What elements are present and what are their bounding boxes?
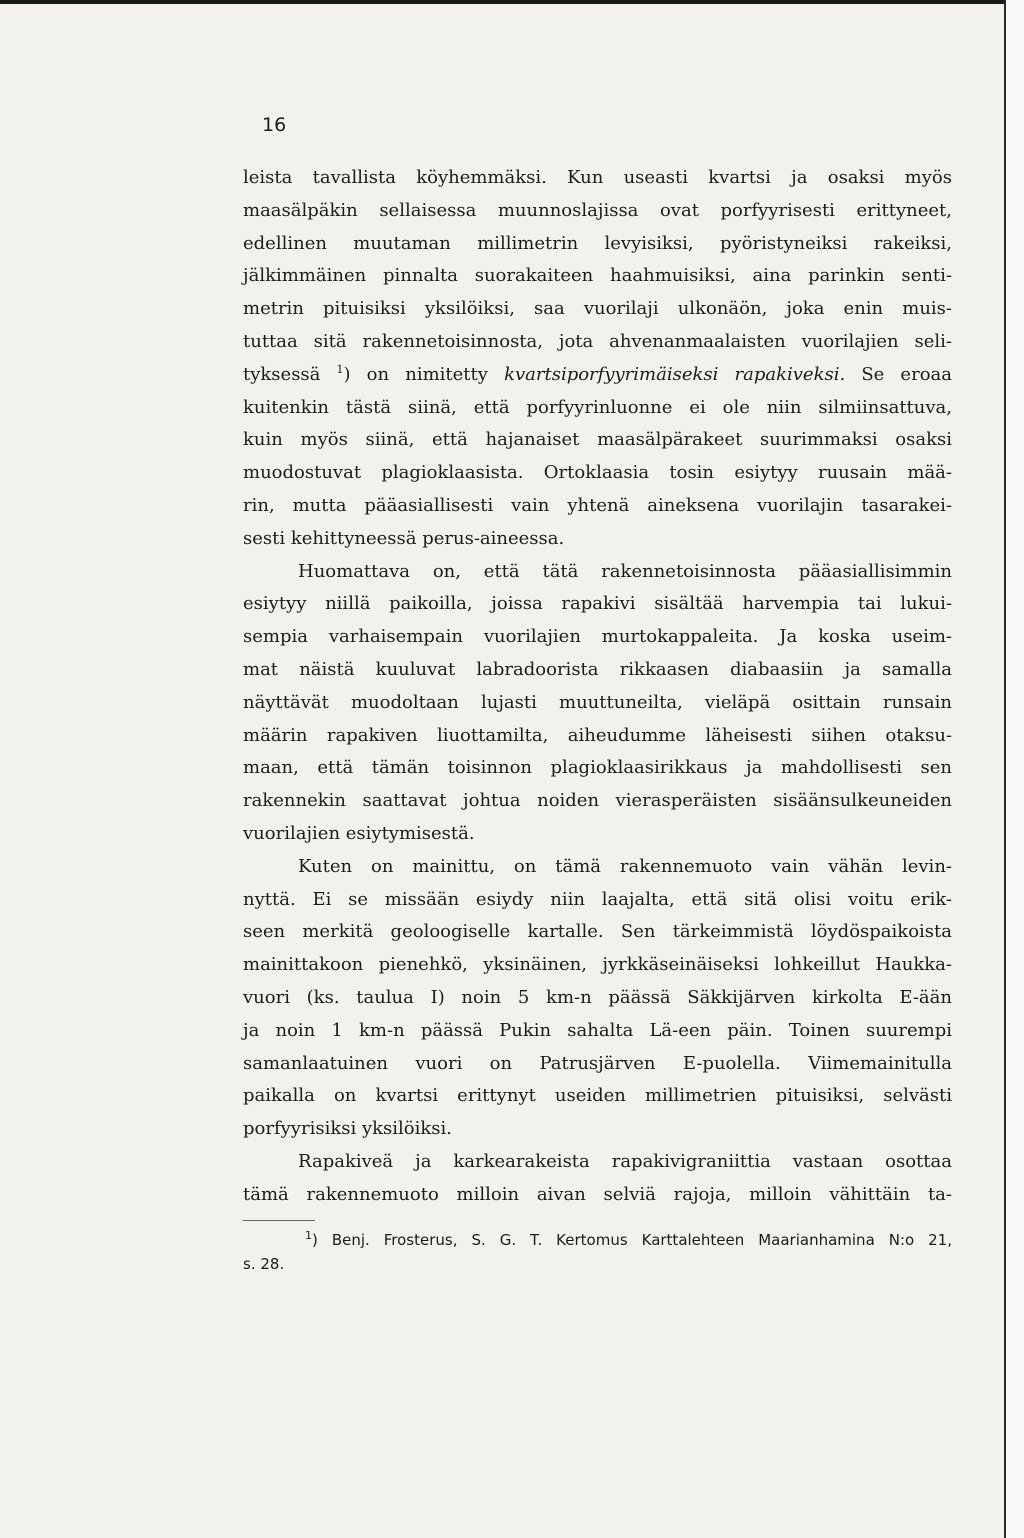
text-line: metrin pituisiksi yksilöiksi, saa vuorilaji ulkonäön, joka enin muis-	[243, 298, 952, 320]
footnote-line: s. 28.	[243, 1255, 285, 1273]
text-line: esiytyy niillä paikoilla, joissa rapakivi sisältää harvempia tai lukui-	[243, 593, 952, 615]
text-fragment: Se eroaa	[861, 363, 952, 385]
text-line: tämä rakennemuoto milloin aivan selviä rajoja, milloin vähittäin ta-	[243, 1183, 952, 1205]
footnote-text: ) Benj. Frosterus, S. G. T. Kertomus Karttalehteen Maarianhamina N:o 21,	[312, 1231, 952, 1249]
text-line: muodostuvat plagioklaasista. Ortoklaasia tosin esiytyy ruusain mää-	[243, 462, 952, 484]
text-line: Kuten on mainittu, on tämä rakennemuoto vain vähän levin-	[298, 855, 952, 877]
text-line: sempia varhaisempain vuorilajien murtokappaleita. Ja koska useim-	[243, 626, 952, 648]
text-line: maasälpäkin sellaisessa muunnoslajissa ovat porfyyrisesti erittyneet,	[243, 199, 952, 221]
text-fragment: ) on nimitetty	[343, 363, 488, 385]
text-line: ja noin 1 km-n päässä Pukin sahalta Lä-een päin. Toinen suurempi	[243, 1019, 952, 1041]
text-line: Rapakiveä ja karkearakeista rapakivigraniittia vastaan osottaa	[298, 1150, 952, 1172]
text-line: jälkimmäinen pinnalta suorakaiteen haahmuisiksi, aina parinkin senti-	[243, 265, 952, 287]
text-line: vuori (ks. taulua I) noin 5 km-n päässä Säkkijärven kirkolta E-ään	[243, 986, 952, 1008]
italic-term: kvartsiporfyyrimäiseksi rapakiveksi.	[504, 363, 846, 385]
text-line: määrin rapakiven liuottamilta, aiheudumme läheisesti siihen otaksu-	[243, 724, 952, 746]
text-line: rakennekin saattavat johtua noiden vierasperäisten sisäänsulkeuneiden	[243, 790, 952, 812]
footnote-rule	[243, 1220, 315, 1221]
text-line: mainittakoon pienehkö, yksinäinen, jyrkkäseinäiseksi lohkeillut Haukka-	[243, 954, 952, 976]
text-line: rin, mutta pääasiallisesti vain yhtenä aineksena vuorilajin tasarakei-	[243, 494, 952, 516]
footnote	[243, 1228, 952, 1276]
text-line: leista tavallista köyhemmäksi. Kun useasti kvartsi ja osaksi myös	[243, 167, 952, 188]
text-line: sesti kehittyneessä perus-aineessa.	[243, 527, 565, 549]
text-line: vuorilajien esiytymisestä.	[243, 822, 475, 844]
text-line: maan, että tämän toisinnon plagioklaasirikkaus ja mahdollisesti sen	[243, 757, 952, 779]
text-line: näyttävät muodoltaan lujasti muuttuneilta, vieläpä osittain runsain	[243, 691, 952, 713]
text-line: paikalla on kvartsi erittynyt useiden millimetrien pituisiksi, selvästi	[243, 1085, 952, 1107]
text-line: edellinen muutaman millimetrin levyisiksi, pyöristyneiksi rakeiksi,	[243, 232, 952, 254]
footnote-marker: 1	[336, 362, 344, 376]
text-line: nyttä. Ei se missään esiydy niin laajalta, että sitä olisi voitu erik-	[243, 888, 952, 910]
text-line: kuin myös siinä, että hajanaiset maasälpärakeet suurimmaksi osaksi	[243, 429, 952, 451]
text-line: seen merkitä geoloogiselle kartalle. Sen tärkeimmistä löydöspaikoista	[243, 921, 952, 943]
text-line: tuttaa sitä rakennetoisinnosta, jota ahvenanmaalaisten vuorilajien seli-	[243, 330, 952, 352]
page-number: 16	[262, 114, 287, 136]
scan-edge-top	[0, 0, 1004, 4]
text-line: kuitenkin tästä siinä, että porfyyrinluonne ei ole niin silmiinsattuva,	[243, 396, 952, 418]
body-text	[243, 162, 952, 1212]
text-line: porfyyrisiksi yksilöiksi.	[243, 1118, 452, 1140]
footnote-marker: 1	[305, 1229, 312, 1242]
text-line: mat näistä kuuluvat labradoorista rikkaasen diabaasiin ja samalla	[243, 658, 952, 680]
text-line-footnote-ref	[243, 359, 952, 392]
text-line: samanlaatuinen vuori on Patrusjärven E-puolella. Viimemainitulla	[243, 1052, 952, 1074]
text-fragment: tyksessä	[243, 363, 321, 385]
footnote-line	[243, 1228, 952, 1252]
scan-margin-right	[1006, 0, 1024, 1538]
text-line: Huomattava on, että tätä rakennetoisinnosta pääasiallisimmin	[298, 560, 952, 582]
